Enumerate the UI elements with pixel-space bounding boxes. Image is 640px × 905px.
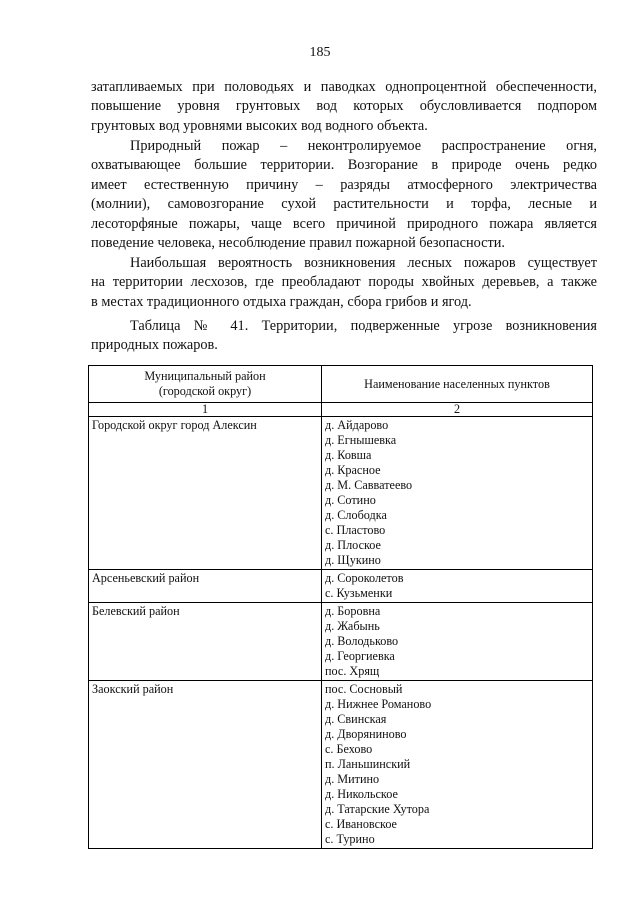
settlement-name: д. Боровна [325,604,381,618]
settlement-name: пос. Сосновый [325,682,403,696]
table-row [89,681,593,849]
settlement-name: д. Митино [325,772,380,786]
settlement-name: д. Георгиевка [325,649,395,663]
table-header-row [89,366,593,403]
settlement-name: п. Ланьшинский [325,757,411,771]
settlement-name: д. Щукино [325,553,381,567]
column-number-row [89,403,593,417]
settlement-name: д. Никольское [325,787,398,801]
text-line: на территории лесхозов, где преобладают породы хвойных деревьев, а также [91,274,597,291]
settlement-name: с. Ивановское [325,817,397,831]
settlement-name: д. Свинская [325,712,387,726]
fire-risk-table [88,365,593,849]
settlement-name: д. М. Савватеево [325,478,413,492]
paragraph-natural-fire [91,137,597,253]
text-line: имеет естественную причину – разряды атмосферного электричества [91,176,597,193]
settlement-list [322,417,593,570]
table-row [89,570,593,603]
text-line: природных пожаров. [91,337,218,354]
text-line: поведение человека, несоблюдение правил пожарной безопасности. [91,235,505,252]
page-number: 185 [309,45,331,60]
paragraph-fire-probability [91,254,597,312]
column-number: 2 [322,403,593,417]
text-line: (молнии), самовозгорание сухой растительности и торфа, лесные и [91,196,597,213]
text-line: охватывающее большие территории. Возгорание в природе очень редко [91,157,597,174]
settlement-name: с. Кузьменки [325,586,393,600]
header-district-line1: Муниципальный район [144,369,266,383]
settlement-name: д. Дворяниново [325,727,407,741]
settlement-name: д. Татарские Хутора [325,802,430,816]
text-line: в местах традиционного отдыха граждан, сбора грибов и ягод. [91,293,472,310]
text-line: грунтовых вод уровнями высоких вод водного объекта. [91,117,428,134]
settlement-name: д. Володьково [325,634,399,648]
settlement-name: д. Нижнее Романово [325,697,432,711]
settlement-name: д. Ковша [325,448,372,462]
settlement-list [322,603,593,681]
header-district [89,366,322,403]
text-line: Наибольшая вероятность возникновения лесных пожаров существует [130,255,597,271]
text-line: затапливаемых при половодьях и паводках однопроцентной обеспеченности, [91,79,597,95]
settlement-name: с. Пластово [325,523,386,537]
settlement-name: с. Турино [325,832,375,846]
settlement-name: д. Красное [325,463,381,477]
settlement-name: д. Егнышевка [325,433,397,447]
table-caption [91,317,597,356]
district-name: Арсеньевский район [89,570,322,603]
settlement-list [322,570,593,603]
settlement-name: пос. Хрящ [325,664,380,678]
district-name: Заокский район [89,681,322,849]
header-settlements: Наименование населенных пунктов [322,366,593,403]
settlement-name: д. Сотино [325,493,376,507]
table-row [89,603,593,681]
table-body [89,417,593,849]
settlement-name: д. Слободка [325,508,387,522]
text-line: лесоторфяные пожары, чаще всего причиной природного пожара является [91,215,597,232]
district-name: Белевский район [89,603,322,681]
settlement-name: д. Сороколетов [325,571,404,585]
paragraph-flood-zones [91,78,597,136]
text-line: повышение уровня грунтовых вод которых обусловливается подпором [91,98,597,115]
header-district-line2: (городской округ) [158,384,252,398]
settlement-name: д. Жабынь [325,619,380,633]
settlement-list [322,681,593,849]
text-line: Природный пожар – неконтролируемое распространение огня, [130,138,597,154]
settlement-name: д. Айдарово [325,418,389,432]
settlement-name: д. Плоское [325,538,381,552]
table-row [89,417,593,570]
column-number: 1 [89,403,322,417]
text-line: Таблица № 41. Территории, подверженные угрозе возникновения [130,318,597,334]
settlement-name: с. Бехово [325,742,373,756]
district-name: Городской округ город Алексин [89,417,322,570]
